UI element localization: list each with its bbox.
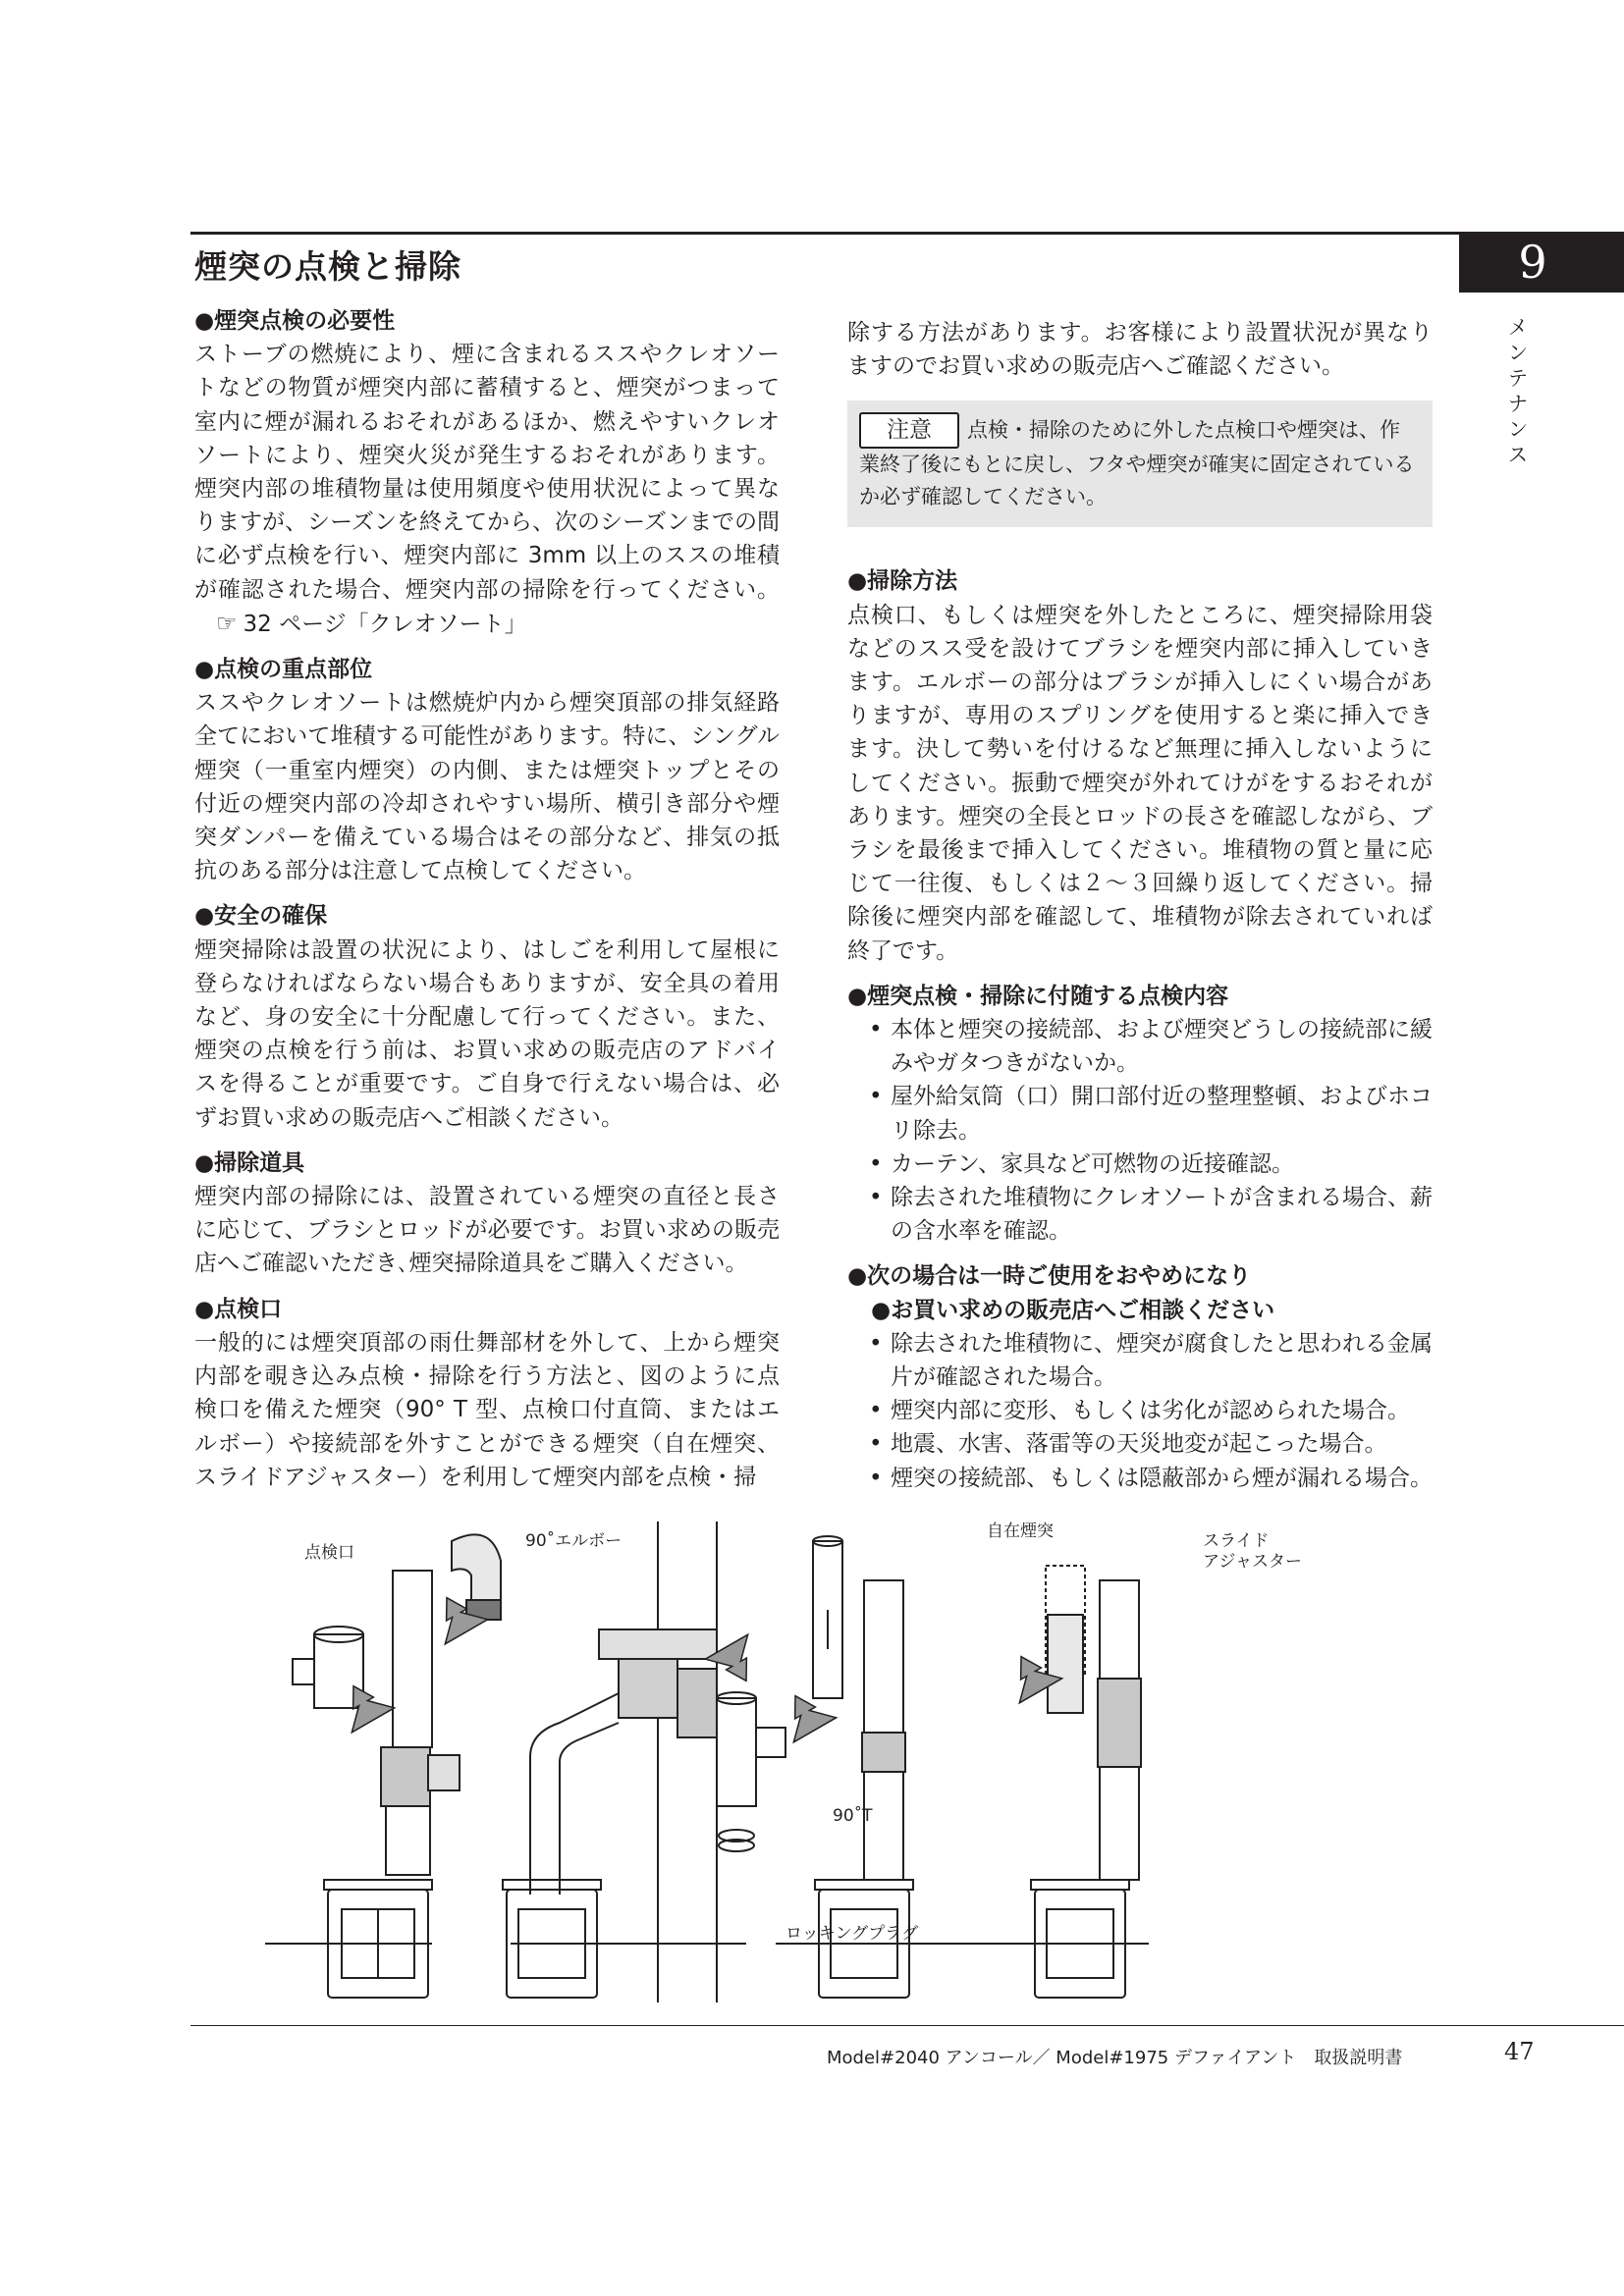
chapter-number-box	[1459, 232, 1624, 293]
list-item: • 地震、水害、落雷等の天災地変が起こった場合。	[847, 1427, 1433, 1461]
section-title-checks: ● 煙突点検・掃除に付随する点検内容	[847, 980, 1433, 1013]
footer-model-text: Model#2040 アンコール／ Model#1975 デファイアント 取扱説明書	[827, 2048, 1403, 2068]
caution-text: 点検・掃除のために外した点検口や煙突は、作業終了後にもとに戻し、フタや煙突が確実に固定されているか必ず確認してください。	[859, 418, 1415, 509]
checks-list	[847, 1013, 1433, 1248]
section-title-stop: ● 次の場合は一時ご使用をおやめになり	[847, 1259, 1433, 1293]
necessity-text: ストーブの燃焼により、煙に含まれるススやクレオソートなどの物質が煙突内部に蓄積すると、煙突がつまって室内に煙が漏れるおそれがあるほか、燃えやすいクレオソートにより、煙突火災が発生するおそれがあります。煙突内部の堆積物量は使用頻度や使用状況によって異なりますが、シーズンを終えてから、次のシーズンまでの間に必ず点検を行い、煙突内部に 3mm 以上のススの堆積が確認された場合、煙突内部の掃除を行ってください。	[194, 342, 780, 603]
list-item: • 煙突内部に変形、もしくは劣化が認められた場合。	[847, 1394, 1433, 1427]
section-body-necessity	[194, 338, 780, 641]
section-title-necessity: ● 煙突点検の必要性	[194, 304, 780, 338]
side-tab-label: メンテナンス	[1505, 316, 1529, 469]
header-rule	[190, 232, 1459, 235]
section-title-port: ● 点検口	[194, 1293, 780, 1326]
continuation-text: 除する方法があります。お客様により設置状況が異なりますのでお買い求めの販売店へご確認ください。	[847, 320, 1433, 380]
section-body-port: 一般的には煙突頂部の雨仕舞部材を外して、上から煙突内部を覗き込み点検・掃除を行う方法と、図のように点検口を備えた煙突（90° T 型、点検口付直筒、またはエルボー）や接続部を外すことができる煙突（自在煙突、スライドアジャスター）を利用して煙突内部を点検・掃	[194, 1329, 780, 1490]
page-reference-text: 32 ページ「クレオソート」	[243, 611, 527, 637]
page-title: 煙突の点検と掃除	[194, 247, 461, 286]
label-inspection-port: 点検口	[304, 1543, 354, 1563]
stop-list	[847, 1327, 1433, 1495]
page-reference	[194, 609, 527, 637]
right-column	[847, 316, 1433, 1507]
chapter-number: 9	[1518, 236, 1547, 289]
label-elbow: 90˚エルボー	[525, 1531, 623, 1551]
list-item: • 煙突の接続部、もしくは隠蔽部から煙が漏れる場合。	[847, 1462, 1433, 1495]
section-title-safety: ● 安全の確保	[194, 899, 780, 933]
section-body-focus: ススやクレオソートは燃焼炉内から煙突頂部の排気経路全てにおいて堆積する可能性があります。特に、シングル煙突（一重室内煙突）の内側、または煙突トップとその付近の煙突内部の冷却されやすい場所、横引き部分や煙突ダンパーを備えている場合はその部分など、排気の抵抗のある部分は注意して点検してください。	[194, 690, 780, 884]
label-tee: 90˚T	[833, 1806, 873, 1826]
list-item: • 除去された堆積物に、煙突が腐食したと思われる金属片が確認された場合。	[847, 1327, 1433, 1394]
caution-box	[847, 400, 1433, 527]
section-title-method: ● 掃除方法	[847, 564, 1433, 598]
section-title-stop-line2	[847, 1294, 1433, 1327]
pointing-hand-icon: ☞	[216, 609, 238, 637]
list-item: • 除去された堆積物にクレオソートが含まれる場合、薪の含水率を確認。	[847, 1181, 1433, 1248]
left-column	[194, 304, 780, 1506]
list-item: • 屋外給気筒（口）開口部付近の整理整頓、およびホコリ除去。	[847, 1080, 1433, 1147]
section-title-focus: ● 点検の重点部位	[194, 653, 780, 686]
caution-label: 注意	[859, 412, 959, 449]
chimney-illustration	[265, 1522, 1483, 2002]
footer-rule	[190, 2025, 1624, 2026]
label-adjustable-chimney: 自在煙突	[987, 1522, 1054, 1541]
label-locking-plug: ロッキングプラグ	[785, 1924, 919, 1944]
section-title-stop-text: お買い求めの販売店へご相談ください	[891, 1297, 1275, 1323]
label-slide-adjuster-1: スライド	[1203, 1531, 1270, 1551]
section-title-tools: ● 掃除道具	[194, 1147, 780, 1180]
list-item: • カーテン、家具など可燃物の近接確認。	[847, 1148, 1433, 1181]
page-number: 47	[1504, 2038, 1535, 2065]
section-body-method: 点検口、もしくは煙突を外したところに、煙突掃除用袋などのスス受を設けてブラシを煙突内部に挿入していきます。エルボーの部分はブラシが挿入しにくい場合がありますが、専用のスプリングを使用すると楽に挿入できます。決して勢いを付けるなど無理に挿入しないようにしてください。振動で煙突が外れてけがをするおそれがあります。煙突の全長とロッドの長さを確認しながら、ブラシを最後まで挿入してください。堆積物の質と量に応じて一往復、もしくは２～３回繰り返してください。掃除後に煙突内部を確認して、堆積物が除去されていれば終了です。	[847, 602, 1433, 964]
section-body-tools: 煙突内部の掃除には、設置されている煙突の直径と長さに応じて、ブラシとロッドが必要です。お買い求めの販売店へご確認いただき､煙突掃除道具をご購入ください。	[194, 1184, 780, 1277]
section-body-safety: 煙突掃除は設置の状況により、はしごを利用して屋根に登らなければならない場合もありますが、安全具の着用など、身の安全に十分配慮して行ってください。また、煙突の点検を行う前は、お買い求めの販売店のアドバイスを得ることが重要です。ご自身で行えない場合は、必ずお買い求めの販売店へご相談ください。	[194, 936, 780, 1131]
list-item: • 本体と煙突の接続部、および煙突どうしの接続部に緩みやガタつきがないか。	[847, 1013, 1433, 1080]
label-slide-adjuster-2: アジャスター	[1203, 1552, 1302, 1572]
